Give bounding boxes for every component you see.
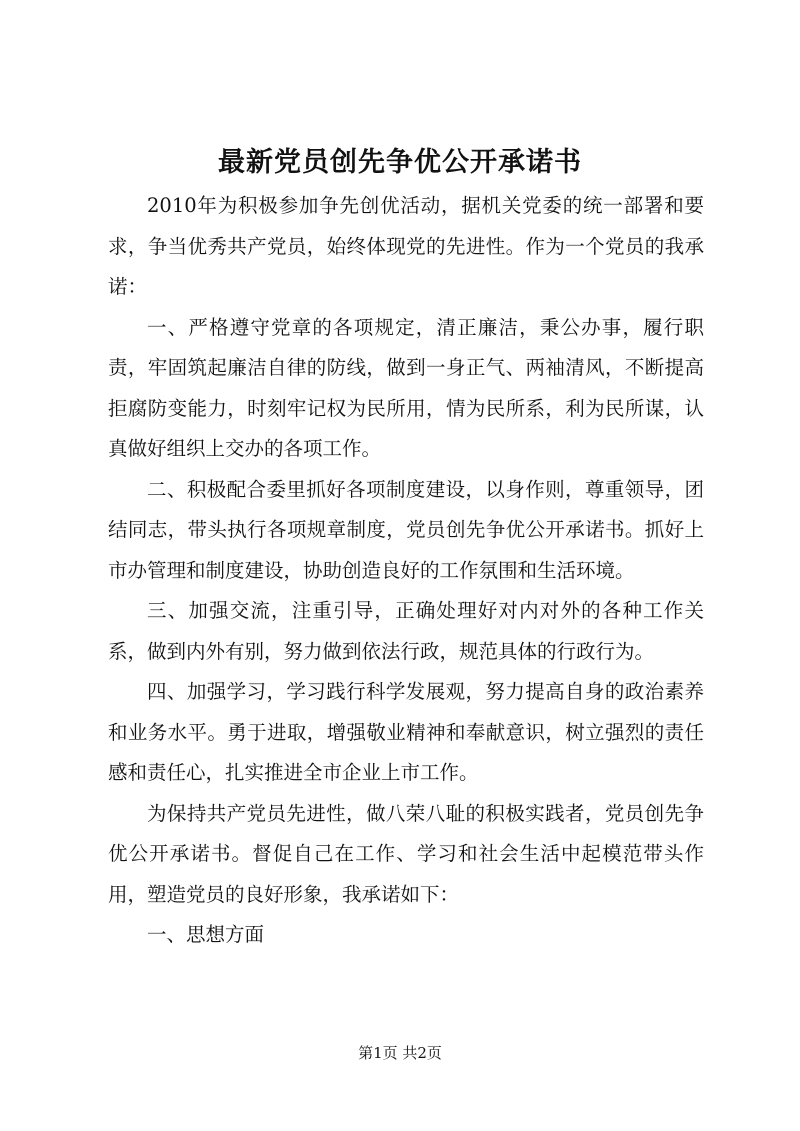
page-number-footer: 第1页 共2页 xyxy=(358,1044,442,1062)
paragraph-item-2: 二、积极配合委里抓好各项制度建设，以身作则，尊重领导，团结同志，带头执行各项规章制度，党员创先争优公开承诺书。抓好上市办管理和制度建设，协助创造良好的工作氛围和生活环境。 xyxy=(108,477,704,582)
paragraph-item-4: 四、加强学习，学习践行科学发展观，努力提高自身的政治素养和业务水平。勇于进取，增强敬业精神和奉献意识，树立强烈的责任感和责任心，扎实推进全市企业上市工作。 xyxy=(108,680,704,784)
document-body xyxy=(108,186,704,956)
paragraph-intro: 2010年为积极参加争先创优活动，据机关党委的统一部署和要求，争当优秀共产党员，始终体现党的先进性。作为一个党员的我承诺： xyxy=(108,194,704,298)
paragraph-item-3: 三、加强交流，注重引导，正确处理好对内对外的各种工作关系，做到内外有别，努力做到依法行政，规范具体的行政行为。 xyxy=(108,599,704,663)
paragraph-section-heading: 一、思想方面 xyxy=(147,923,265,946)
paragraph-commitment: 为保持共产党员先进性，做八荣八耻的积极实践者，党员创先争优公开承诺书。督促自己在工作、学习和社会生活中起模范带头作用，塑造党员的良好形象，我承诺如下： xyxy=(108,801,704,906)
paragraph-item-1: 一、严格遵守党章的各项规定，清正廉洁，秉公办事，履行职责，牢固筑起廉洁自律的防线，做到一身正气、两袖清风，不断提高拒腐防变能力，时刻牢记权为民所用，情为民所系，利为民所谋，认真做好组织上交办的各项工作。 xyxy=(108,315,704,460)
document-title: 最新党员创先争优公开承诺书 xyxy=(218,147,582,178)
